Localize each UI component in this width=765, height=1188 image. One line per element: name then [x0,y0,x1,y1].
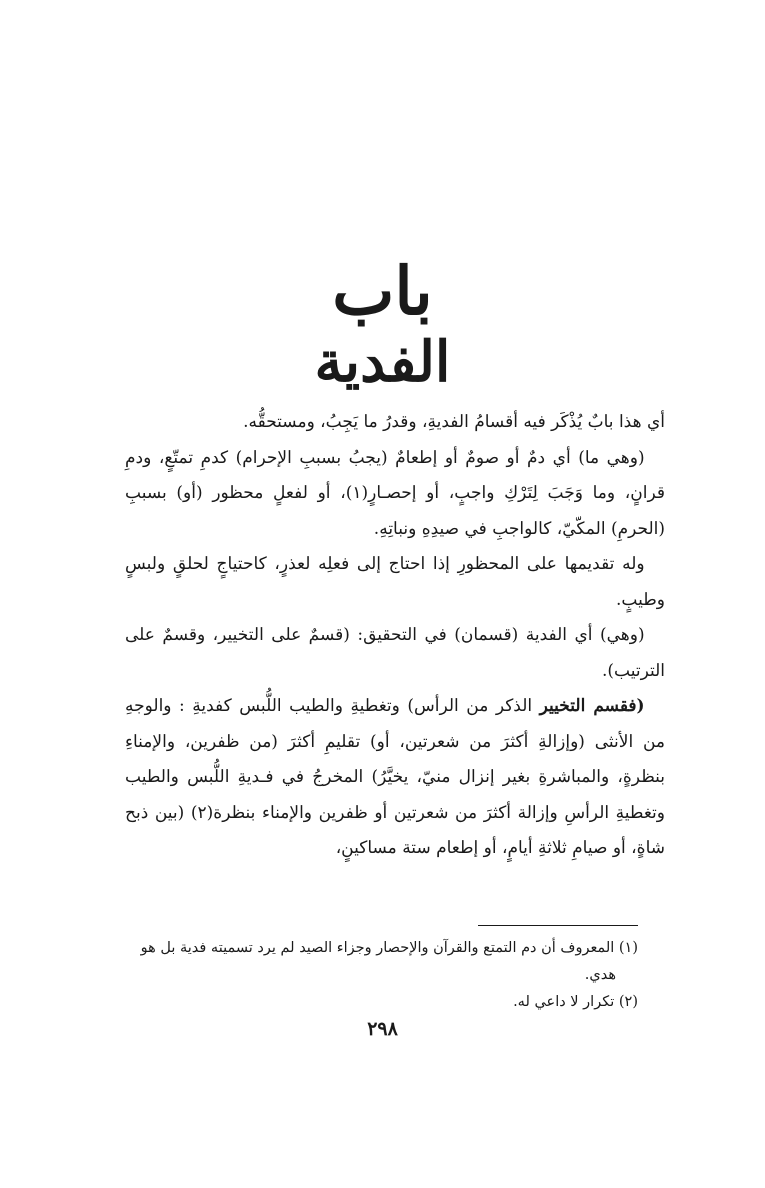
section-label: (فقسم التخيير [539,696,645,716]
body-text [125,405,665,867]
page-number: ٢٩٨ [367,1018,398,1040]
paragraph-division: (وهي) أي الفدية (قسمان) في التحقيق: (قسمٌ على التخيير، وقسمٌ على الترتيب). [125,625,665,681]
paragraph-precedence: وله تقديمها على المحظورِ إذا احتاج إلى فعلِه لعذرٍ، كاحتياجٍ لحلقٍ ولبسٍ وطيبٍ. [125,554,665,610]
paragraph-choice-section [125,689,665,867]
footnote-2: (٢) تكرار لا داعي له. [513,994,638,1010]
paragraph-definition: (وهي ما) أي دمٌ أو صومٌ أو إطعامٌ (يجبُ بسببِ الإحرام) كدمِ تمتّعٍ، ودمِ قرانٍ، وما وَجَبَ لِتَرْكِ واجبٍ، أو إحصـارٍ(١)، أو لفعلٍ محظور (أو) بسببِ (الحرمِ) المكّيّ، كالواجبِ في صيدِهِ ونباتِهِ. [125,447,666,539]
footnote-1: (١) المعروف أن دم التمتع والقرآن والإحصار وجزاء الصيد لم يرد تسميته فدية بل هو [140,940,638,956]
footnote-divider [478,925,638,926]
footnote-1-continuation: هدي. [584,967,616,983]
paragraph-intro: أي هذا بابٌ يُذْكَر فيه أقسامُ الفديةِ، وقدرُ ما يَجِبُ، ومستحقُّه. [243,412,665,432]
chapter-heading [0,252,765,395]
chapter-title-line2: الفدية [314,329,451,395]
chapter-title-line1: باب [332,252,433,330]
footnotes [123,935,638,1016]
paragraph-choice-text: الذكر من الرأس) وتغطيةِ والطيب اللُّبس كفديةِ : والوجهِ من الأنثى (وإزالةِ أكثرَ من شعرتين، أو) تقليمِ أكثرَ (من ظفرين، والإمناءِ بنظرةٍ، والمباشرةِ بغير إنزال منيّ، يخيَّرُ) المخرجُ في فـديةِ اللُّبس والطيب وتغطيةِ الرأسِ وإزالة أكثرَ من شعرتين أو ظفرين والإمناء بنظرة(٢) (بين ذبح شاةٍ، أو صيامِ ثلاثةِ أيامٍ، أو إطعام ستة مساكينٍ، [125,696,666,858]
